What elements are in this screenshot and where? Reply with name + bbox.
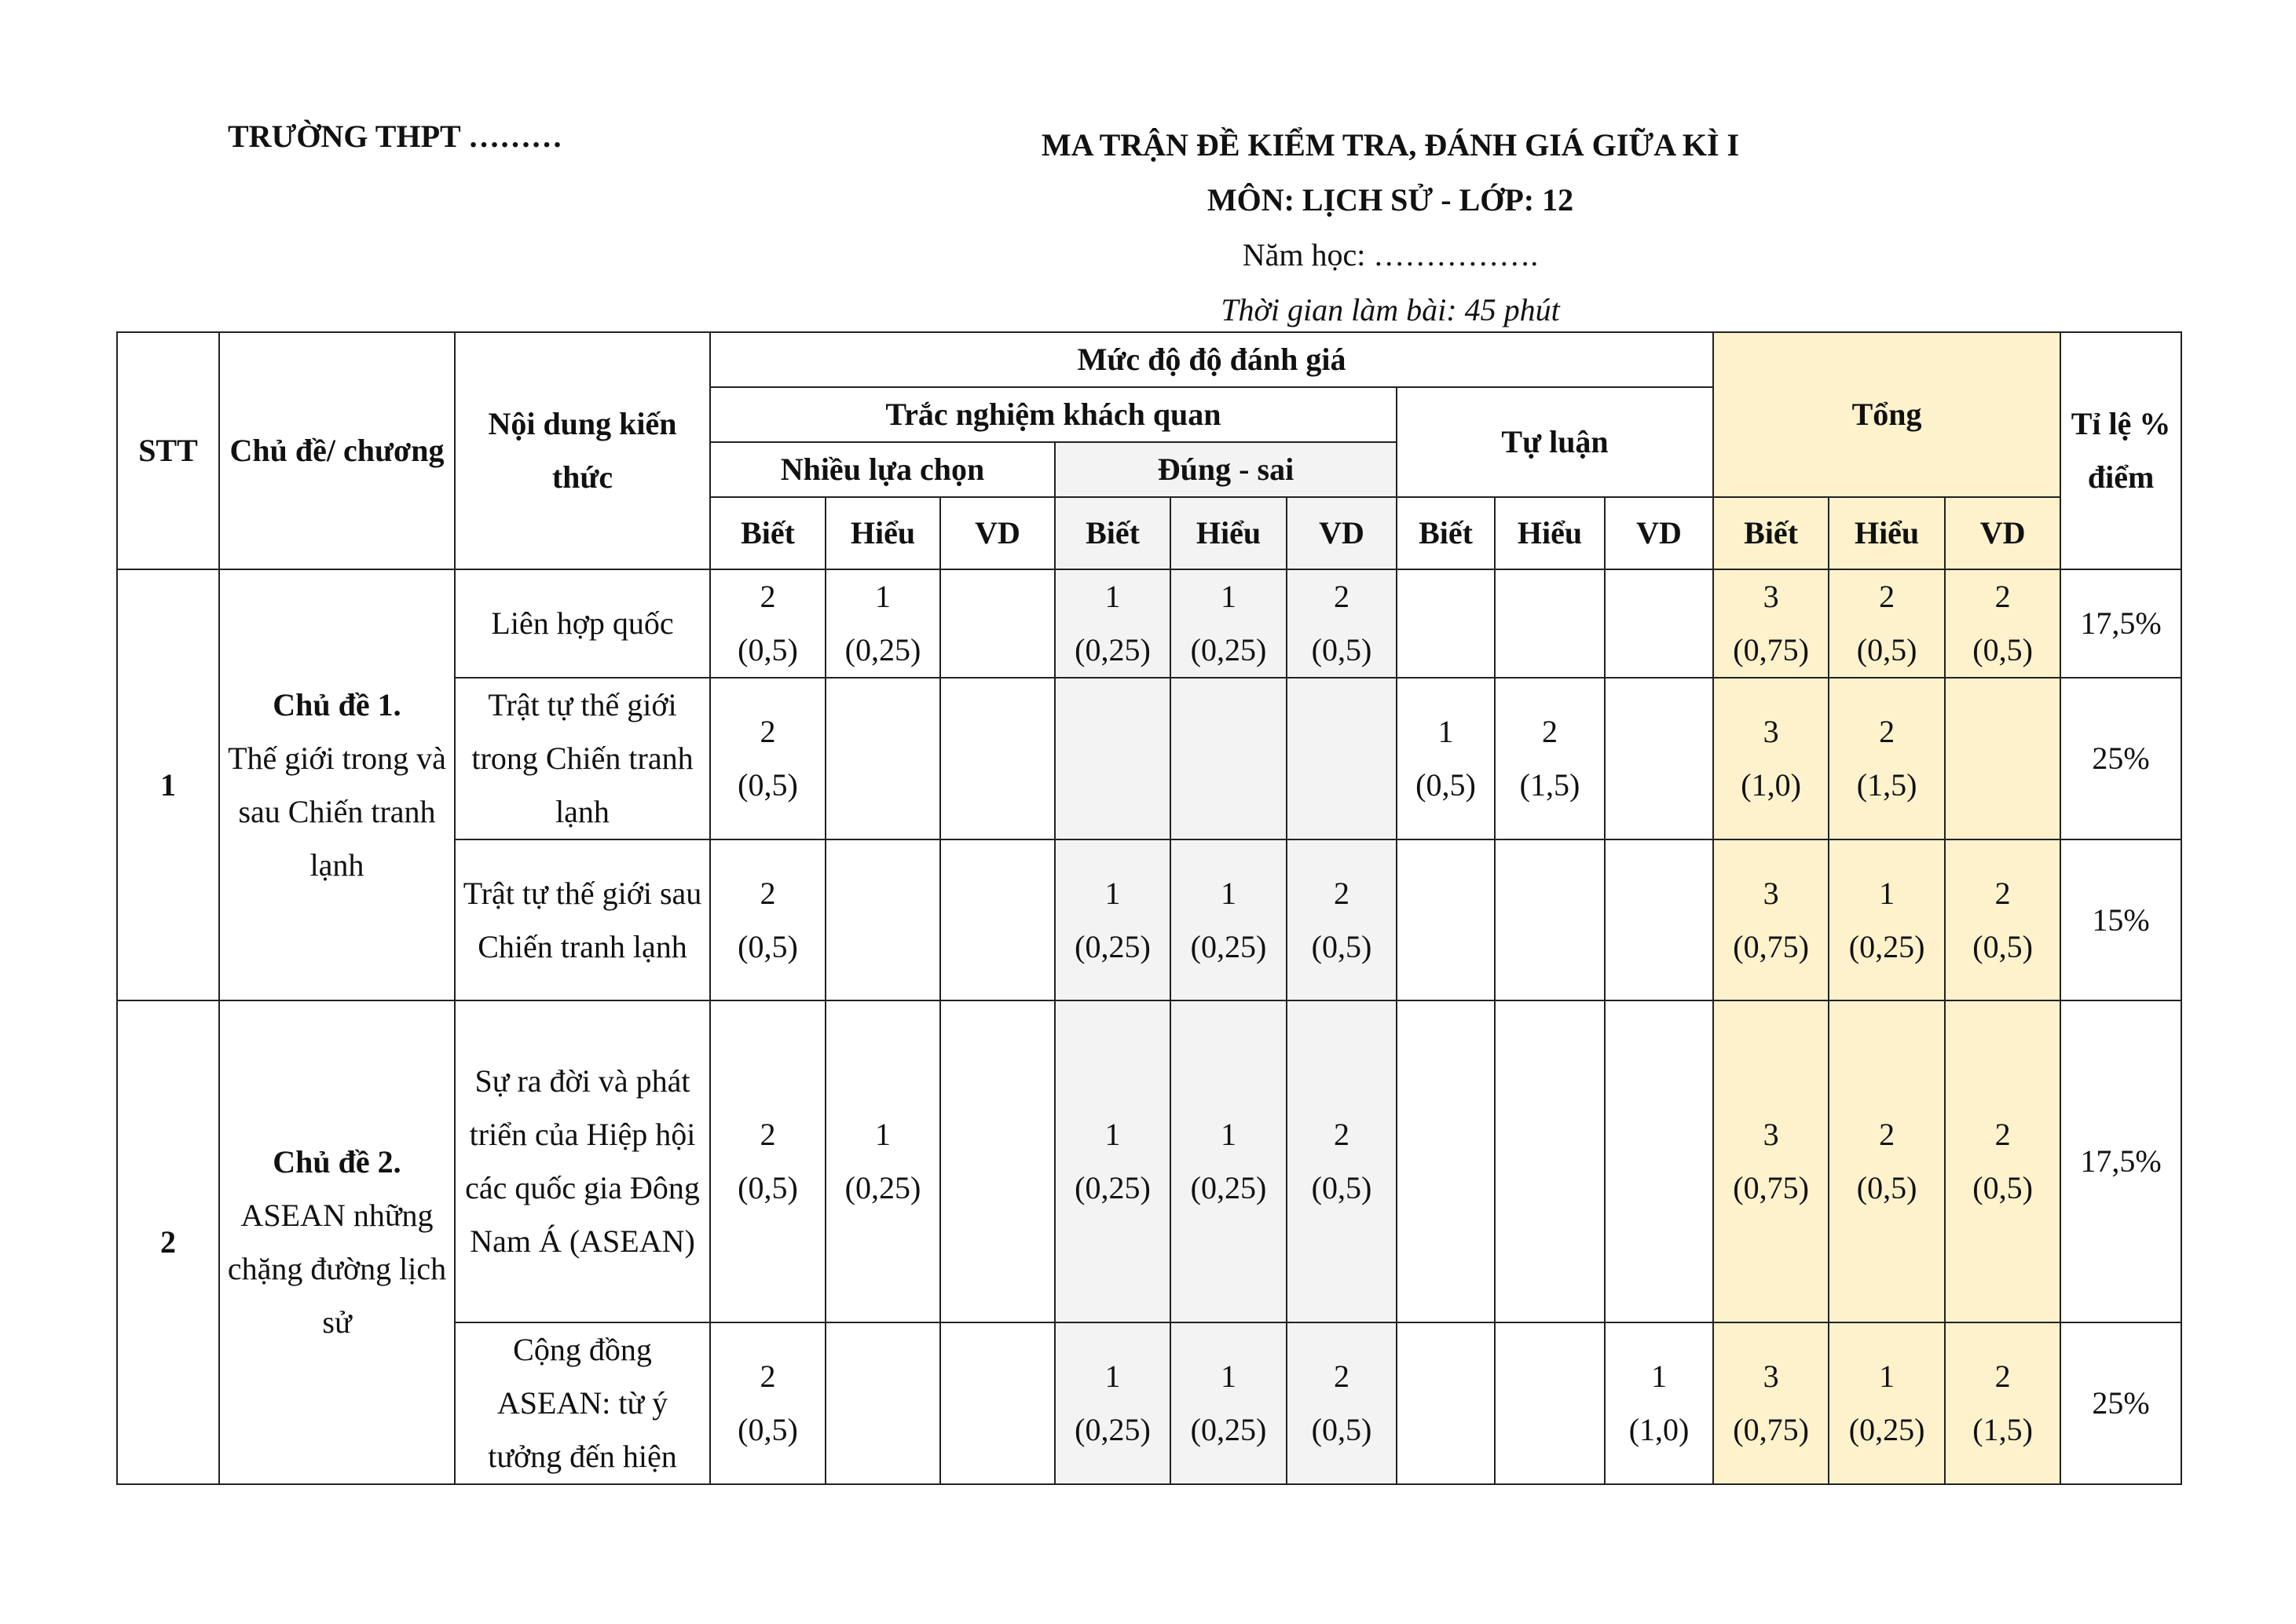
value-cell: [940, 569, 1055, 678]
duration-line: Thời gian làm bài: 45 phút: [1221, 292, 1560, 327]
content-cell: Trật tự thế giới trong Chiến tranh lạnh: [455, 678, 710, 839]
value-cell: [940, 1322, 1055, 1484]
total-cell: 2 (0,5): [1829, 569, 1945, 678]
value-cell: [1397, 1000, 1495, 1322]
value-cell: [1605, 839, 1713, 1000]
total-cell: 2 (0,5): [1945, 839, 2060, 1000]
value-cell: [826, 678, 940, 839]
topic-description: ASEAN những chặng đường lịch sử: [227, 1198, 447, 1340]
content-cell: Liên hợp quốc: [455, 569, 710, 678]
table-row: [117, 569, 2181, 678]
assessment-matrix-table: [116, 331, 2182, 1485]
ratio-cell: 17,5%: [2060, 569, 2181, 678]
total-cell: 1 (0,25): [1829, 839, 1945, 1000]
table-row: [117, 1000, 2181, 1322]
value-cell: 2 (0,5): [710, 839, 826, 1000]
value-cell: [940, 1000, 1055, 1322]
value-cell: [1495, 569, 1605, 678]
total-cell: 2 (0,5): [1829, 1000, 1945, 1322]
header-stt: STT: [117, 332, 219, 569]
header-mc-biet: Biết: [710, 497, 826, 569]
value-cell: [940, 839, 1055, 1000]
topic-number: 2: [117, 1000, 219, 1484]
header-total-vd: VD: [1945, 497, 2060, 569]
value-cell: 1 (0,25): [1170, 1322, 1287, 1484]
document-title-block: [833, 118, 1948, 338]
value-cell: [1397, 1322, 1495, 1484]
value-cell: 1 (1,0): [1605, 1322, 1713, 1484]
value-cell: 1 (0,25): [1170, 839, 1287, 1000]
school-year-line: Năm học: …………….: [1242, 237, 1539, 272]
topic-title: Chủ đề 1.: [273, 686, 401, 722]
ratio-cell: 25%: [2060, 678, 2181, 839]
total-cell: 2 (0,5): [1945, 1000, 2060, 1322]
content-cell: Sự ra đời và phát triển của Hiệp hội các quốc gia Đông Nam Á (ASEAN): [455, 1000, 710, 1322]
total-cell: 3 (1,0): [1713, 678, 1829, 839]
school-name: TRƯỜNG THPT ………: [228, 119, 562, 154]
value-cell: [1605, 678, 1713, 839]
header-topic: Chủ đề/ chương: [219, 332, 455, 569]
value-cell: 2 (0,5): [710, 678, 826, 839]
topic-cell: [219, 569, 455, 1000]
value-cell: 1 (0,25): [1170, 1000, 1287, 1322]
value-cell: 2 (0,5): [1287, 839, 1397, 1000]
header-tf-biet: Biết: [1055, 497, 1170, 569]
total-cell: 3 (0,75): [1713, 1322, 1829, 1484]
header-total-biet: Biết: [1713, 497, 1829, 569]
header-total-hieu: Hiểu: [1829, 497, 1945, 569]
subject-line: MÔN: LỊCH SỬ - LỚP: 12: [1207, 182, 1574, 218]
total-cell: 2 (1,5): [1945, 1322, 2060, 1484]
ratio-cell: 17,5%: [2060, 1000, 2181, 1322]
content-cell: Trật tự thế giới sau Chiến tranh lạnh: [455, 839, 710, 1000]
value-cell: 2 (1,5): [1495, 678, 1605, 839]
topic-description: Thế giới trong và sau Chiến tranh lạnh: [228, 740, 446, 883]
value-cell: 1 (0,25): [826, 569, 940, 678]
total-cell: 1 (0,25): [1829, 1322, 1945, 1484]
value-cell: 2 (0,5): [710, 569, 826, 678]
header-essay-hieu: Hiểu: [1495, 497, 1605, 569]
total-cell: 3 (0,75): [1713, 569, 1829, 678]
value-cell: 1 (0,25): [1055, 1000, 1170, 1322]
value-cell: 1 (0,25): [1055, 1322, 1170, 1484]
value-cell: [1397, 839, 1495, 1000]
topic-number: 1: [117, 569, 219, 1000]
value-cell: [826, 1322, 940, 1484]
value-cell: [1397, 569, 1495, 678]
value-cell: 2 (0,5): [1287, 1000, 1397, 1322]
total-cell: 2 (0,5): [1945, 569, 2060, 678]
header-total: Tổng: [1713, 332, 2060, 497]
value-cell: [1605, 569, 1713, 678]
value-cell: 1 (0,25): [1170, 569, 1287, 678]
value-cell: [826, 839, 940, 1000]
value-cell: 1 (0,25): [1055, 569, 1170, 678]
header-true-false: Đúng - sai: [1055, 442, 1397, 497]
header-tf-vd: VD: [1287, 497, 1397, 569]
value-cell: 1 (0,5): [1397, 678, 1495, 839]
value-cell: [1287, 678, 1397, 839]
header-multiple-choice: Nhiều lựa chọn: [710, 442, 1055, 497]
ratio-cell: 25%: [2060, 1322, 2181, 1484]
value-cell: 2 (0,5): [710, 1322, 826, 1484]
header-objective: Trắc nghiệm khách quan: [710, 387, 1397, 442]
header-essay-biet: Biết: [1397, 497, 1495, 569]
header-tf-hieu: Hiểu: [1170, 497, 1287, 569]
header-essay: Tự luận: [1397, 387, 1713, 497]
header-mc-hieu: Hiểu: [826, 497, 940, 569]
value-cell: [1170, 678, 1287, 839]
header-content: Nội dung kiến thức: [455, 332, 710, 569]
ratio-cell: 15%: [2060, 839, 2181, 1000]
value-cell: 1 (0,25): [1055, 839, 1170, 1000]
header-assessment-level: Mức độ độ đánh giá: [710, 332, 1713, 387]
content-cell: Cộng đồng ASEAN: từ ý tưởng đến hiện: [455, 1322, 710, 1484]
header-mc-vd: VD: [940, 497, 1055, 569]
value-cell: [1495, 839, 1605, 1000]
value-cell: 2 (0,5): [1287, 569, 1397, 678]
total-cell: [1945, 678, 2060, 839]
header-ratio: Tỉ lệ % điểm: [2060, 332, 2181, 569]
value-cell: 2 (0,5): [1287, 1322, 1397, 1484]
value-cell: [1605, 1000, 1713, 1322]
topic-title: Chủ đề 2.: [273, 1144, 401, 1180]
value-cell: 1 (0,25): [826, 1000, 940, 1322]
document-title: MA TRẬN ĐỀ KIỂM TRA, ĐÁNH GIÁ GIỮA KÌ I: [1041, 127, 1740, 163]
value-cell: [1055, 678, 1170, 839]
value-cell: [940, 678, 1055, 839]
topic-cell: [219, 1000, 455, 1484]
value-cell: [1495, 1322, 1605, 1484]
value-cell: 2 (0,5): [710, 1000, 826, 1322]
total-cell: 3 (0,75): [1713, 839, 1829, 1000]
total-cell: 3 (0,75): [1713, 1000, 1829, 1322]
total-cell: 2 (1,5): [1829, 678, 1945, 839]
header-essay-vd: VD: [1605, 497, 1713, 569]
value-cell: [1495, 1000, 1605, 1322]
